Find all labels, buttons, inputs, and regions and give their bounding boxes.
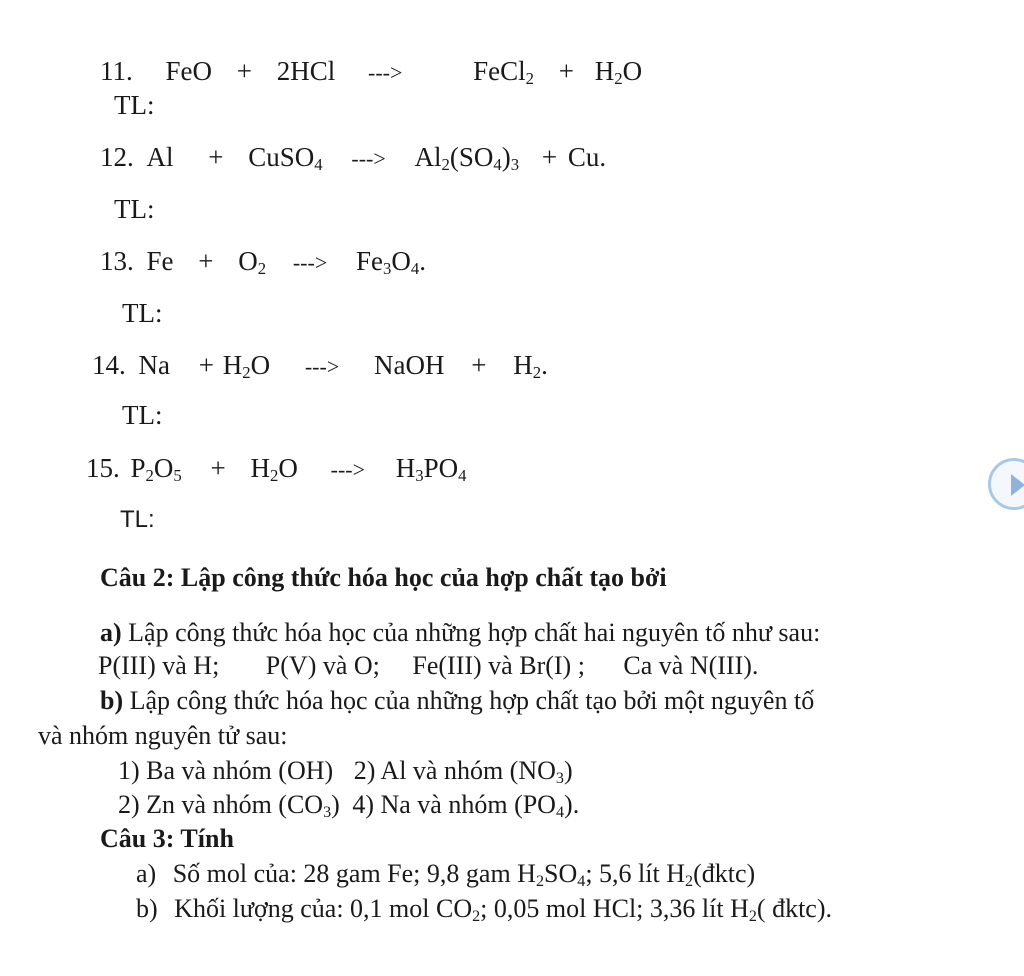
part-label: a) [100, 618, 122, 647]
arrow: ---> [292, 250, 328, 275]
question-3a [136, 859, 756, 891]
plus-sign: + [558, 56, 575, 86]
reaction-13 [100, 246, 426, 279]
list-item: P(V) và O; [265, 651, 380, 680]
plus-sign: + [198, 246, 214, 276]
product: FeCl$_2$ [473, 56, 535, 89]
reaction-12 [100, 142, 607, 175]
play-button[interactable] [988, 458, 1024, 510]
product: $Fe_3O_4$. [356, 246, 426, 279]
part-label: b) [100, 686, 124, 715]
answer-label: TL: [114, 90, 155, 120]
reactant: $H_2O$ [250, 453, 298, 486]
plus-sign: + [236, 56, 252, 86]
question-2a-items [98, 653, 758, 679]
list-item: 2) Zn và nhóm $(CO_3)$ [118, 790, 340, 822]
reaction-number: 13. [100, 246, 134, 276]
plus-sign: + [210, 453, 226, 483]
reactant: $P_2O_5$ [130, 453, 182, 486]
reaction-number: 11. [100, 56, 133, 86]
answer-label: TL: [120, 506, 155, 533]
arrow: ---> [368, 60, 403, 85]
part-label: b) [136, 894, 158, 923]
product: $H_2$. [513, 350, 548, 383]
reactant: $H_2O$ [222, 350, 271, 383]
plus-sign: + [208, 142, 224, 172]
question-2b-list-row-2 [118, 790, 580, 822]
question-3-heading: Câu 3: Tính [100, 824, 234, 853]
list-item: 2) Al và nhóm $(NO_3)$ [353, 756, 573, 788]
part-label: a) [136, 859, 157, 888]
question-2-heading: Câu 2: Lập công thức hóa học của hợp chất tạo bởi [100, 563, 667, 592]
arrow: ---> [351, 146, 386, 171]
arrow: ---> [304, 354, 340, 379]
question-2b: b) Lập công thức hóa học của những hợp chất tạo bởi một nguyên tố [100, 686, 815, 715]
product: $H_3PO_4$ [395, 453, 467, 486]
list-item: Ca và N(III). [623, 651, 759, 680]
reaction-15 [86, 453, 467, 486]
list-item: 1) Ba và nhóm (OH) [118, 756, 334, 785]
reaction-number: 15. [86, 453, 120, 483]
product: $Al_2(SO_4)_3$ [414, 142, 520, 175]
product: NaOH [373, 350, 445, 380]
question-2b-list-row-1 [118, 756, 573, 788]
question-3b [136, 894, 833, 926]
reactant: Fe [146, 246, 174, 276]
play-icon [1011, 474, 1024, 496]
reactant: FeO [165, 56, 212, 86]
list-item: P(III) và H; [98, 651, 220, 680]
reactant: CuSO$_4$ [248, 142, 323, 175]
answer-label: TL: [114, 194, 155, 224]
list-item: 4) Na và nhóm $(PO_4)$. [352, 790, 580, 822]
reactant: $O_2$ [238, 246, 267, 279]
question-2a: a) Lập công thức hóa học của những hợp chất hai nguyên tố như sau: [100, 618, 821, 647]
answer-label: TL: [122, 400, 163, 430]
product: Cu. [567, 142, 607, 172]
reactant: Na [138, 350, 170, 380]
plus-sign: + [198, 350, 214, 380]
list-item: Fe(III) và Br(I) ; [412, 651, 585, 680]
arrow: ---> [330, 457, 366, 482]
product: $H_2O$ [594, 56, 643, 89]
answer-label: TL: [122, 298, 163, 328]
plus-sign: + [471, 350, 487, 380]
question-3a-text: Số mol của: 28 gam Fe; 9,8 gam $H_2SO_4$; 5,6 lít $H_2(đktc)$ [172, 859, 756, 891]
question-3b-text: Khối lượng của: 0,1 mol $CO_2$; 0,05 mol HCl; 3,36 lít $H_2$( đktc). [174, 894, 833, 926]
reaction-number: 14. [92, 350, 126, 380]
plus-sign: + [541, 142, 558, 172]
reaction-14 [92, 350, 548, 383]
reactant: 2HCl [276, 56, 336, 86]
reactant: Al [146, 142, 174, 172]
question-2b-continued: và nhóm nguyên tử sau: [38, 721, 288, 750]
reaction-11 [100, 56, 643, 89]
reaction-number: 12. [100, 142, 134, 172]
